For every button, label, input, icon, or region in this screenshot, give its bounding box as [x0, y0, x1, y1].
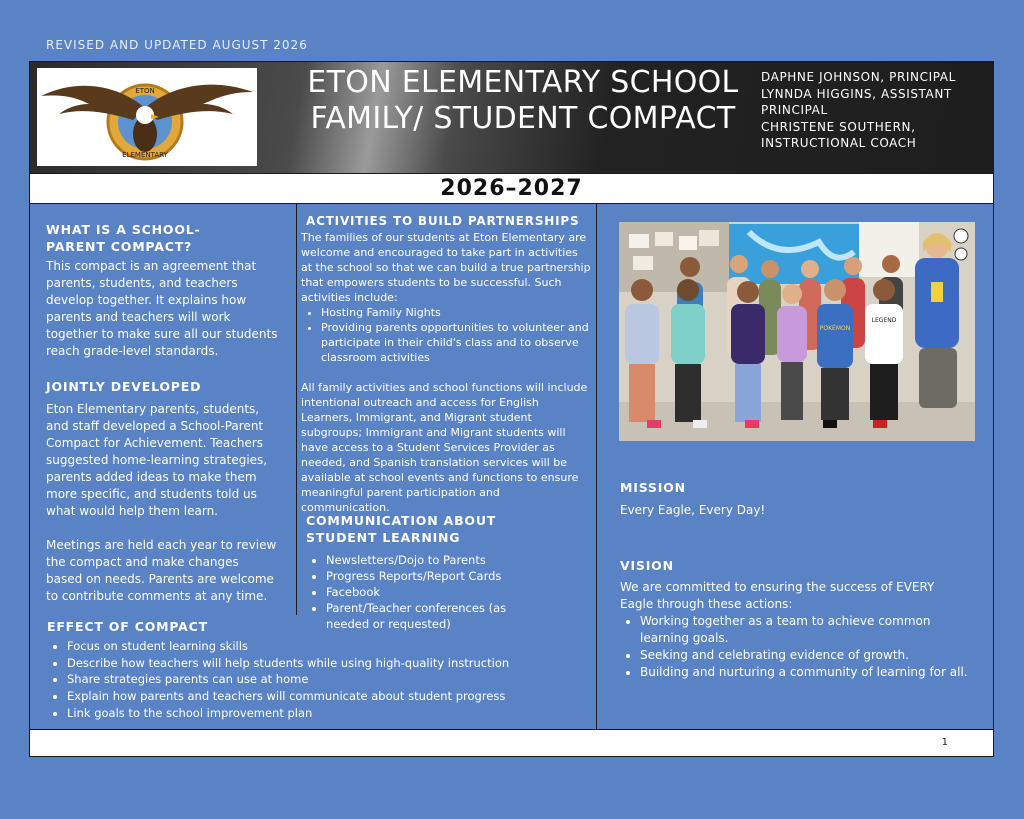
effect-list	[47, 638, 587, 722]
page-number: 1	[941, 737, 948, 748]
mission-heading: MISSION	[620, 480, 686, 495]
students-photo	[619, 222, 975, 441]
staff-line: LYNNDA HIGGINS, ASSISTANT	[761, 86, 952, 101]
header-banner	[30, 62, 993, 173]
list-item: • Building and nurturing a community of learning for all.	[640, 664, 980, 681]
activities-list	[301, 305, 591, 365]
list-item: • Describe how teachers will help students while using high-quality instruction	[67, 655, 587, 672]
communication-heading	[306, 512, 566, 546]
staff-line: DAPHNE JOHNSON, PRINCIPAL	[761, 70, 956, 84]
logo-text-bottom: ELEMENTARY	[122, 151, 168, 159]
photo-shirt-text: POKÉMON	[819, 325, 851, 332]
mission-body: Every Eagle, Every Day!	[620, 503, 766, 517]
what-is-body: This compact is an agreement that parents, students, and teachers develop together. It explains how parents and teachers will work together to make sure all our students reach grade-level standards.	[46, 259, 278, 358]
mission-section	[620, 479, 960, 519]
staff-list	[761, 69, 986, 152]
staff-line: PRINCIPAL	[761, 103, 828, 117]
logo-text-top: ETON	[135, 87, 155, 95]
heading-line: PARENT COMPACT?	[46, 239, 193, 254]
list-item: • Focus on student learning skills	[67, 638, 587, 655]
students-photo-image	[619, 222, 975, 441]
heading-line: COMMUNICATION ABOUT	[306, 513, 497, 528]
communication-section	[306, 512, 566, 632]
school-logo	[37, 68, 257, 166]
jointly-body: Eton Elementary parents, students, and staff developed a School-Parent Compact for Achievement. Teachers suggested home-learning strategies, parents added ideas to make them more specific, and students told us what would help them learn.	[46, 402, 268, 518]
title-line-1: ETON ELEMENTARY SCHOOL	[307, 65, 739, 100]
list-item: • Share strategies parents can use at home	[67, 671, 587, 688]
revised-date: REVISED AND UPDATED AUGUST 2026	[46, 38, 308, 52]
activities-heading: ACTIVITIES TO BUILD PARTNERSHIPS	[306, 214, 580, 228]
page-title	[283, 65, 763, 137]
list-item: • Providing parents opportunities to volunteer and participate in their child's class and to observe classroom activities	[321, 320, 591, 365]
what-is-heading	[46, 221, 282, 255]
activities-section	[301, 213, 591, 515]
staff-line: INSTRUCTIONAL COACH	[761, 136, 917, 150]
vision-section	[620, 557, 980, 681]
title-line-2: FAMILY/ STUDENT COMPACT	[310, 101, 736, 136]
column-divider	[596, 204, 597, 729]
vision-intro: We are committed to ensuring the success of EVERY Eagle through these actions:	[620, 580, 935, 611]
activities-intro: The families of our students at Eton Elementary are welcome and encouraged to take part in activities at the school so that we can build a true partnership that empowers students to be successful. Such activities include:	[301, 231, 591, 304]
list-item: • Progress Reports/Report Cards	[326, 568, 566, 584]
what-is-section	[46, 221, 282, 360]
list-item: • Explain how parents and teachers will communicate about student progress	[67, 688, 587, 705]
list-item: • Hosting Family Nights	[321, 305, 591, 320]
vision-list	[620, 613, 980, 681]
photo-shirt-text: LEGEND	[871, 317, 897, 324]
effect-section	[47, 618, 587, 722]
list-item: • Link goals to the school improvement plan	[67, 705, 587, 722]
heading-line: WHAT IS A SCHOOL-	[46, 222, 201, 237]
effect-heading: EFFECT OF COMPACT	[47, 619, 208, 634]
page-footer	[30, 729, 993, 756]
list-item: • Newsletters/Dojo to Parents	[326, 552, 566, 568]
list-item: • Seeking and celebrating evidence of growth.	[640, 647, 980, 664]
heading-line: STUDENT LEARNING	[306, 530, 461, 545]
jointly-section	[46, 378, 278, 605]
meetings-body: Meetings are held each year to review the compact and make changes based on needs. Parents are welcome to contribute comments at any time.	[46, 538, 277, 603]
compact-document	[29, 61, 994, 757]
list-item: • Facebook	[326, 584, 566, 600]
jointly-heading: JOINTLY DEVELOPED	[46, 379, 202, 394]
school-year: 2026–2027	[30, 173, 993, 204]
eagle-logo-icon	[37, 68, 257, 166]
column-divider	[296, 204, 297, 615]
outreach-body: All family activities and school functions will include intentional outreach and access for English Learners, Immigrant, and Migrant student subgroups; Immigrant and Migrant students will have access to a Student Services Provider as needed, and Spanish translation services will be available at school events and functions to ensure meaningful parent participation and communication.	[301, 381, 588, 514]
vision-heading: VISION	[620, 558, 674, 573]
list-item: • Working together as a team to achieve common learning goals.	[640, 613, 940, 647]
list-item: • Parent/Teacher conferences (as needed or requested)	[326, 600, 526, 632]
staff-line: CHRISTENE SOUTHERN,	[761, 119, 916, 134]
